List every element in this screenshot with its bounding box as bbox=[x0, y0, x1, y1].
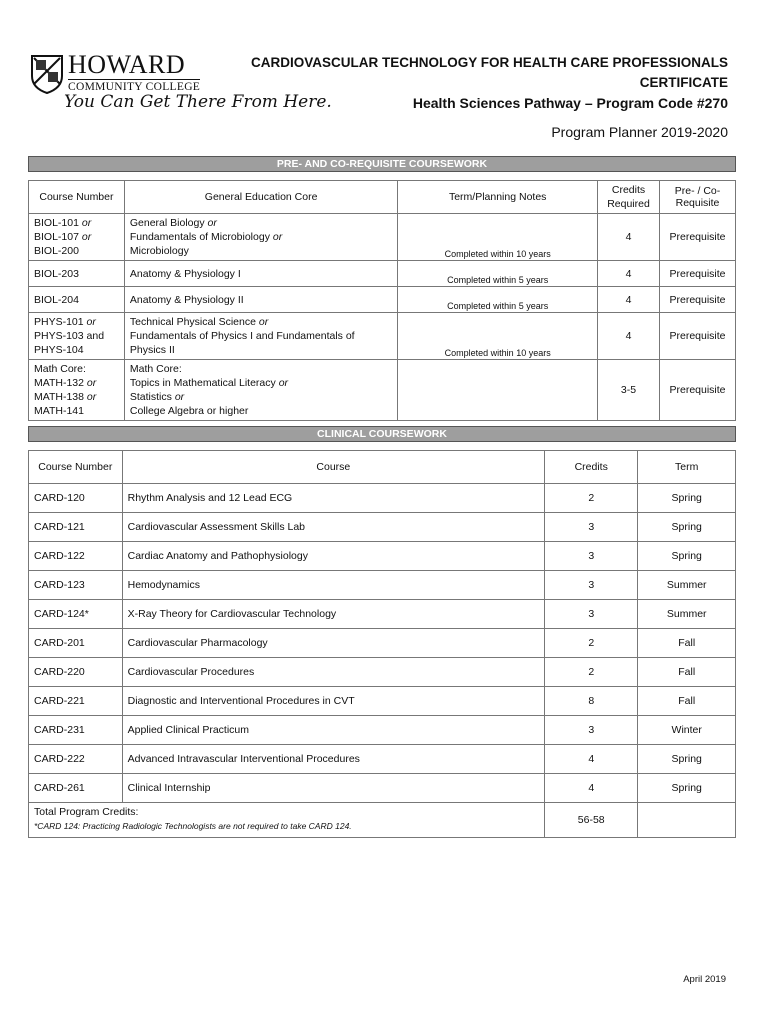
clinical-row bbox=[29, 542, 736, 571]
logo-college: COMMUNITY COLLEGE bbox=[68, 81, 201, 93]
clinical-row bbox=[29, 687, 736, 716]
planner-year: Program Planner 2019-2020 bbox=[551, 124, 728, 140]
prereq-row bbox=[29, 287, 736, 313]
course-title: Rhythm Analysis and 12 Lead ECG bbox=[122, 484, 544, 513]
course-number: Math Core: MATH-132 or MATH-138 or MATH-141 bbox=[29, 360, 125, 421]
course-number: BIOL-204 bbox=[29, 287, 125, 313]
credits: 3 bbox=[545, 600, 638, 629]
credits: 3 bbox=[545, 716, 638, 745]
term: Fall bbox=[638, 658, 736, 687]
course-title: Advanced Intravascular Interventional Procedures bbox=[122, 745, 544, 774]
course-title: Cardiovascular Assessment Skills Lab bbox=[122, 513, 544, 542]
planning-note: Completed within 5 years bbox=[398, 261, 598, 287]
clinical-row bbox=[29, 745, 736, 774]
course-number: CARD-122 bbox=[29, 542, 123, 571]
course-title: General Biology or Fundamentals of Microbiology or Microbiology bbox=[124, 214, 397, 261]
requisite-type: Prerequisite bbox=[660, 313, 736, 360]
clinical-row bbox=[29, 484, 736, 513]
clinical-row bbox=[29, 716, 736, 745]
course-title: Diagnostic and Interventional Procedures in CVT bbox=[122, 687, 544, 716]
credits: 2 bbox=[545, 658, 638, 687]
credits: 3 bbox=[545, 542, 638, 571]
course-number: CARD-222 bbox=[29, 745, 123, 774]
logo-tagline: You Can Get There From Here. bbox=[64, 92, 332, 112]
total-label: Total Program Credits: bbox=[34, 806, 139, 818]
program-title-certificate: CERTIFICATE bbox=[639, 75, 728, 90]
course-title: Anatomy & Physiology I bbox=[124, 261, 397, 287]
planning-note: Completed within 5 years bbox=[398, 287, 598, 313]
term: Spring bbox=[638, 513, 736, 542]
course-title: Hemodynamics bbox=[122, 571, 544, 600]
course-title: Anatomy & Physiology II bbox=[124, 287, 397, 313]
clinical-row bbox=[29, 513, 736, 542]
clinical-row bbox=[29, 658, 736, 687]
credits: 3 bbox=[545, 571, 638, 600]
course-title: Cardiovascular Pharmacology bbox=[122, 629, 544, 658]
program-title: CARDIOVASCULAR TECHNOLOGY FOR HEALTH CARE PROFESSIONALS bbox=[250, 55, 728, 70]
prereq-section-title: PRE- AND CO-REQUISITE COURSEWORK bbox=[29, 157, 736, 172]
credits-required: 4 bbox=[598, 214, 660, 261]
prereq-header-row bbox=[29, 181, 736, 214]
col-notes: Term/Planning Notes bbox=[398, 181, 598, 214]
prereq-table bbox=[28, 156, 736, 421]
term: Summer bbox=[638, 571, 736, 600]
prereq-row bbox=[29, 360, 736, 421]
requisite-type: Prerequisite bbox=[660, 287, 736, 313]
term: Spring bbox=[638, 484, 736, 513]
credits: 2 bbox=[545, 484, 638, 513]
term: Winter bbox=[638, 716, 736, 745]
col-term: Term bbox=[638, 451, 736, 484]
planning-note: Completed within 10 years bbox=[398, 313, 598, 360]
shield-icon bbox=[30, 54, 64, 94]
course-number: BIOL-101 or BIOL-107 or BIOL-200 bbox=[29, 214, 125, 261]
course-title: Technical Physical Science or Fundamentals of Physics I and Fundamentals of Physics II bbox=[124, 313, 397, 360]
footer-date: April 2019 bbox=[683, 974, 726, 985]
credits: 8 bbox=[545, 687, 638, 716]
credits: 4 bbox=[545, 774, 638, 803]
clinical-row bbox=[29, 600, 736, 629]
credits-required: 4 bbox=[598, 313, 660, 360]
planning-note bbox=[398, 360, 598, 421]
prereq-row bbox=[29, 214, 736, 261]
course-number: CARD-124* bbox=[29, 600, 123, 629]
course-title: X-Ray Theory for Cardiovascular Technology bbox=[122, 600, 544, 629]
clinical-section-title: CLINICAL COURSEWORK bbox=[29, 427, 736, 442]
total-credits: 56-58 bbox=[545, 803, 638, 838]
col-credits: Credits bbox=[545, 451, 638, 484]
requisite-type: Prerequisite bbox=[660, 360, 736, 421]
term: Spring bbox=[638, 542, 736, 571]
course-number: BIOL-203 bbox=[29, 261, 125, 287]
credits-required: 4 bbox=[598, 261, 660, 287]
program-pathway: Health Sciences Pathway – Program Code #270 bbox=[412, 95, 728, 111]
term: Fall bbox=[638, 687, 736, 716]
clinical-row bbox=[29, 571, 736, 600]
total-row bbox=[29, 803, 736, 838]
term: Spring bbox=[638, 774, 736, 803]
clinical-row bbox=[29, 774, 736, 803]
term: Summer bbox=[638, 600, 736, 629]
course-number: CARD-221 bbox=[29, 687, 123, 716]
credits: 2 bbox=[545, 629, 638, 658]
planning-note: Completed within 10 years bbox=[398, 214, 598, 261]
course-number: CARD-201 bbox=[29, 629, 123, 658]
credits: 3 bbox=[545, 513, 638, 542]
course-number: CARD-123 bbox=[29, 571, 123, 600]
term: Fall bbox=[638, 629, 736, 658]
course-title: Math Core: Topics in Mathematical Literacy or Statistics or College Algebra or higher bbox=[124, 360, 397, 421]
credits-required: 3-5 bbox=[598, 360, 660, 421]
footnote: *CARD 124: Practicing Radiologic Technologists are not required to take CARD 124. bbox=[34, 821, 352, 831]
credits-required: 4 bbox=[598, 287, 660, 313]
course-title: Clinical Internship bbox=[122, 774, 544, 803]
term: Spring bbox=[638, 745, 736, 774]
course-title: Applied Clinical Practicum bbox=[122, 716, 544, 745]
prereq-row bbox=[29, 261, 736, 287]
prereq-row bbox=[29, 313, 736, 360]
col-gen-ed: General Education Core bbox=[124, 181, 397, 214]
course-title: Cardiac Anatomy and Pathophysiology bbox=[122, 542, 544, 571]
requisite-type: Prerequisite bbox=[660, 261, 736, 287]
course-number: CARD-231 bbox=[29, 716, 123, 745]
col-course-number: Course Number bbox=[29, 451, 123, 484]
course-number: CARD-121 bbox=[29, 513, 123, 542]
logo-name: HOWARD bbox=[68, 50, 186, 79]
clinical-row bbox=[29, 629, 736, 658]
col-course-number: Course Number bbox=[29, 181, 125, 214]
col-course: Course bbox=[122, 451, 544, 484]
credits: 4 bbox=[545, 745, 638, 774]
course-number: CARD-120 bbox=[29, 484, 123, 513]
col-credits-required: Credits Required bbox=[598, 181, 660, 214]
course-number: CARD-261 bbox=[29, 774, 123, 803]
course-number: PHYS-101 or PHYS-103 and PHYS-104 bbox=[29, 313, 125, 360]
clinical-table bbox=[28, 426, 736, 838]
clinical-header-row bbox=[29, 451, 736, 484]
course-number: CARD-220 bbox=[29, 658, 123, 687]
col-prereq: Pre- / Co-Requisite bbox=[660, 181, 736, 214]
requisite-type: Prerequisite bbox=[660, 214, 736, 261]
course-title: Cardiovascular Procedures bbox=[122, 658, 544, 687]
